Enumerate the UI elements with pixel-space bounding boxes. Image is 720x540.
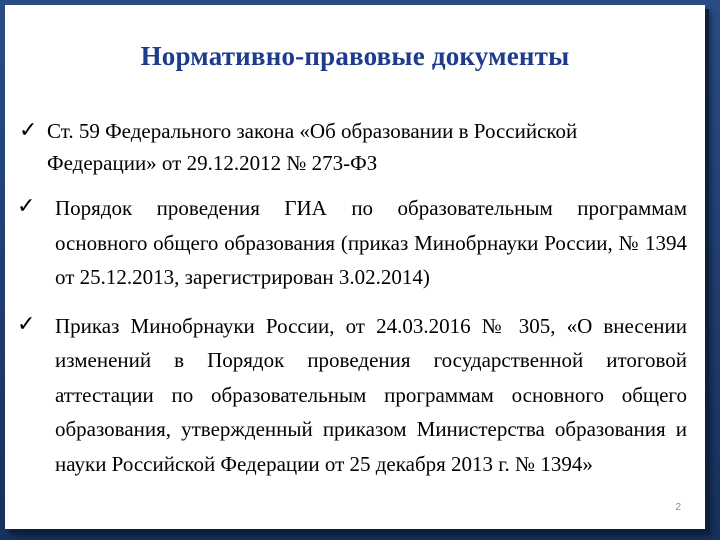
list-item-text: Ст. 59 Федерального закона «Об образовании в Российской Федерации» от 29.12.2012 № 273-ФЗ	[47, 119, 578, 175]
document-list	[17, 115, 687, 495]
slide-title: Нормативно-правовые документы	[140, 41, 570, 71]
checkmark-icon: ✓	[19, 118, 38, 143]
checkmark-icon: ✓	[17, 194, 36, 219]
list-item	[17, 191, 687, 295]
list-item-text: Порядок проведения ГИА по образовательным программам основного общего образования (приказ Минобрнауки России, № 1394 от 25.12.2013, зарегистрирован 3.02.2014)	[55, 196, 687, 289]
slide	[5, 5, 705, 529]
checkmark-icon: ✓	[17, 311, 36, 337]
list-item	[17, 115, 687, 179]
list-item-text: Приказ Минобрнауки России, от 24.03.2016 № 305, «О внесении изменений в Порядок проведения государственной итоговой аттестации по образовательным программам основного общего образования, утвержденный приказом Министерства образования и науки Российской Федерации от 25 декабря 2013 г. № 1394»	[55, 313, 687, 476]
page-number: 2	[675, 502, 681, 513]
list-item	[17, 309, 687, 482]
